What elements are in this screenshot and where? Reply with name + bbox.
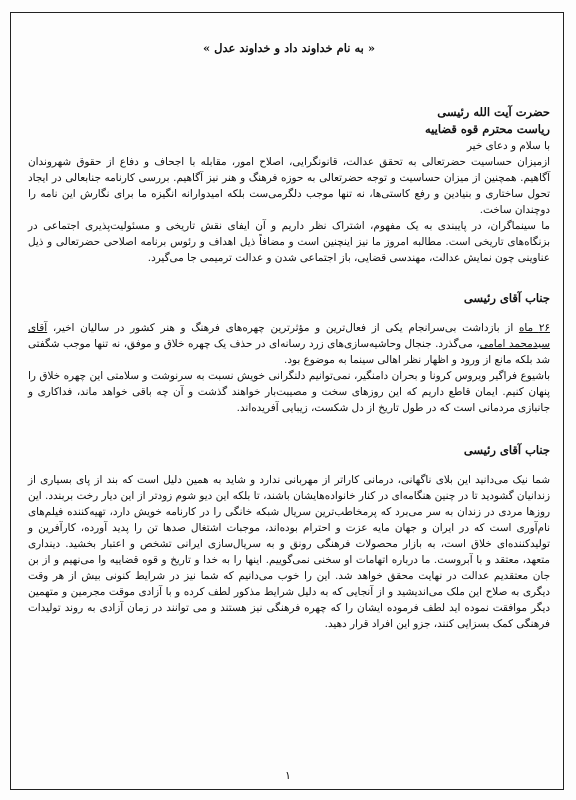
section-1-paragraph-1-middle: از بازداشت بی‌سرانجام یکی از فعال‌ترین و مؤثرترین چهره‌های فرهنگ و هنر کشور در سالیان اخیر، <box>47 322 519 334</box>
addressee-line-2: ریاست محترم قوه قضاییه <box>425 122 550 136</box>
intro-paragraph-2: ما سینماگران، در پایبندی به یک مفهوم، اشتراک نظر داریم و آن ایفای نقش تاریخی و مسئولیت‌پذیری اجتماعی در بزنگاه‌های تاریخی است. مطالبه امروز ما نیز اینچنین است و مضافاً ذیل اهداف و رئوس برنامه اصلاحی حضرتعالی و ذیل عناوینی چون نمایش عدالت، مهندسی قضایی، باز اجتماعی شدن و عدالت ترمیمی جا می‌گیرد. <box>28 220 550 264</box>
detainee-name: آقای سیدمحمد امامی <box>28 322 551 350</box>
section-1-title: جناب آقای رئیسی <box>463 291 550 305</box>
section-1-paragraph-2: باشیوع فراگیر ویروس کرونا و بحران دامنگیر، نمی‌توانیم دلنگرانی خویش نسبت به سرنوشت و سلامتی این چهره خلاق را پنهان کنیم. ایمان قاطع داریم که این روزهای سخت و مصیبت‌بار خواهند گذشت و آن چه باقی خواهد ماند، فداکاری و جانبازی مردمانی است که در طول تاریخ از دل شکست، زیبایی آفریده‌اند. <box>28 370 550 414</box>
section-2-paragraph-1: شما نیک می‌دانید این بلای ناگهانی، درمانی کاراتر از مهربانی ندارد و شاید به همین دلیل است که بند از پای بسیاری از زندانیان گشودید تا در چنین هنگامه‌ای در کنار خانواده‌هایشان باشند، تا بلکه این دیو شوم زودتر از این دیار رخت بربندد. این روزها مردی در زندان به سر می‌برد که پرمخاطب‌ترین سریال شبکه خانگی را در کارنامه خویش دارد، تهیه‌کننده فیلم‌های نام‌آوری است که در ایران و جهان مایه عزت و احترام بوده‌اند، موجبات اشتغال صدها تن را پدید آورده، کارآفرین و تولیدکننده‌ای خلاق است، به بازار محصولات فرهنگی رونق و به سریال‌سازی ایرانی تشخص و اعتبار بخشید. دینداری متعهد، معتقد و با آبروست. ما درباره اتهامات او سخنی نمی‌گوییم. اینها را به خدا و تاریخ و قوه قضاییه وا می‌نهیم و از بن جان معتقدیم عدالت در نهایت محقق خواهد شد. این را خوب می‌دانیم که شما نیز در شرایط کنونی بیش از هر وقت دیگری به صلاح این ملک می‌اندیشید و از آنجایی که به دلیل شرایط مذکور لطف کرده و با آزادی موقت مجرمین و متهمین دیگر موافقت نموده اید لطف فرموده ایشان را که چهره فرهنگی نیز هستند و می توانند در زمان آزادی به روند تولیدات فرهنگی کمک بسزایی کنند، جزو این افراد قرار دهید. <box>28 474 550 630</box>
detention-duration: ۲۶ ماه <box>518 322 550 334</box>
greeting: با سلام و دعای خیر <box>466 140 550 152</box>
page-number: ۱ <box>285 769 291 782</box>
addressee-line-1: حضرت آیت الله رئیسی <box>437 105 550 119</box>
letter-body <box>28 40 550 632</box>
intro-paragraph-1: ازمیزان حساسیت حضرتعالی به تحقق عدالت، قانونگرایی، اصلاح امور، مقابله با اجحاف و دفاع از حقوق شهروندان آگاهیم. همچنین از میزان حساسیت و توجه حضرتعالی به حوزه فرهنگ و هنر نیز آگاهیم. بررسی کارنامه جنابعالی در ایجاد تحول ساختاری و بنیادین و رفع کاستی‌ها، نه تنها موجب دلگرمی‌ست بلکه امیدوارانه انگیزه ما برای نگارش این نامه را دوچندان ساخت. <box>28 156 550 216</box>
section-1-paragraph-1 <box>28 320 550 368</box>
section-1-paragraph-1-rest: ، می‌گذرد. جنجال وحاشیه‌سازی‌های زرد رسانه‌ای در حذف یک چهره خلاق و موفق، نه تنها موجب شگفتی شد بلکه مانع از ورود و اظهار نظر اهالی سینما به موضوع بود. <box>28 338 550 366</box>
section-2-title: جناب آقای رئیسی <box>463 443 550 457</box>
letter-header: « به نام خداوند داد و خداوند عدل » <box>202 41 376 55</box>
